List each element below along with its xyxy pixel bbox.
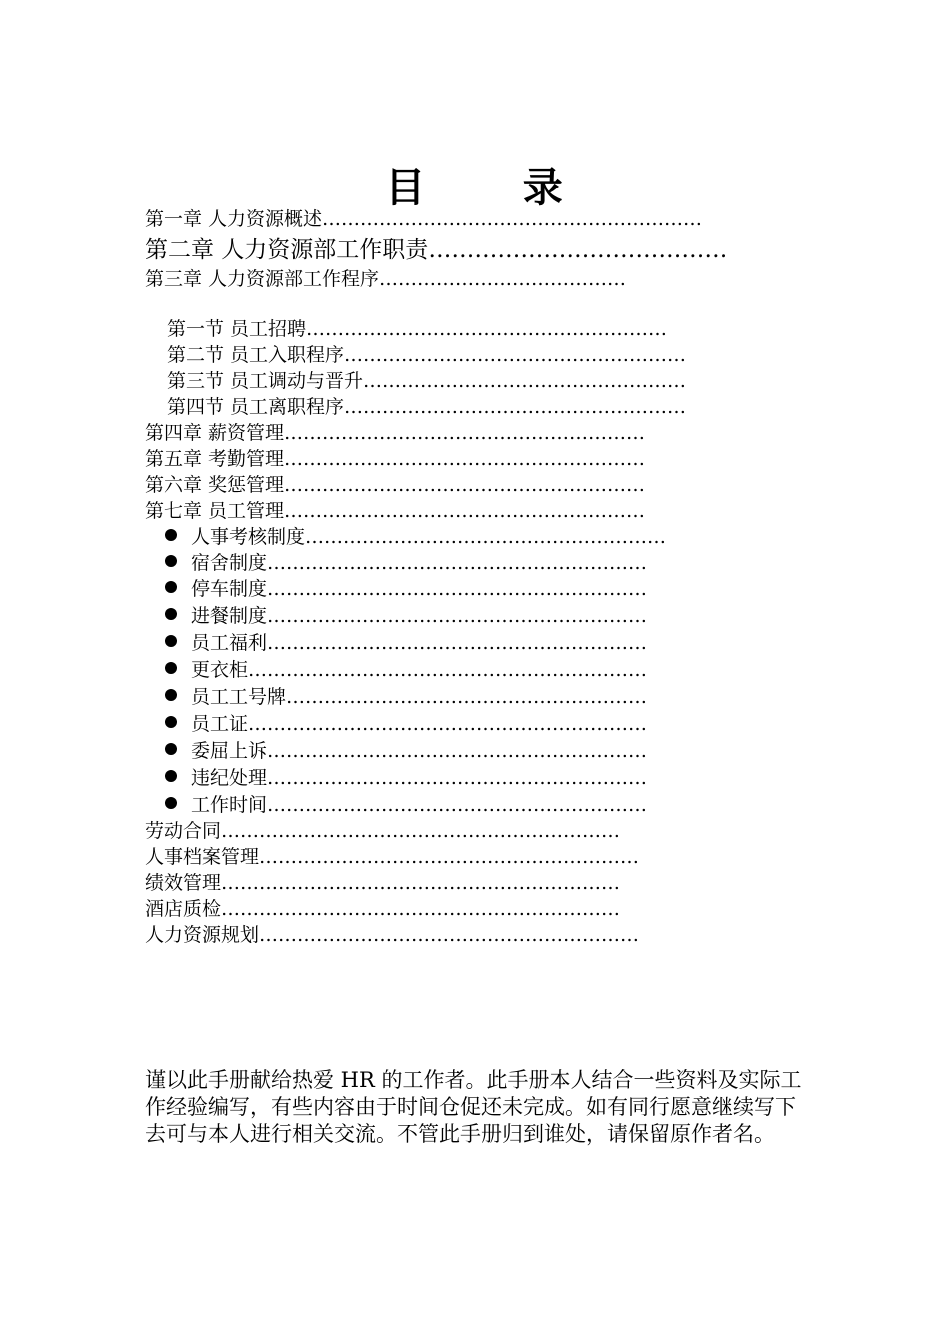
toc-entry-label: 违纪处理 <box>191 767 268 789</box>
toc-entry-label: 委屈上诉 <box>191 740 268 762</box>
toc-bullet-item <box>165 631 647 655</box>
toc-entry <box>145 923 639 947</box>
toc-entry-label: 员工证 <box>191 713 249 735</box>
dot-leader: …………………………………………………… <box>267 794 648 816</box>
dot-leader: ……………………………………………… <box>344 344 687 366</box>
dot-leader: ……………………………………………………… <box>248 713 648 735</box>
dot-leader: ………………………………………………… <box>286 686 648 708</box>
dot-leader: …………………………………………………… <box>267 767 648 789</box>
bullet-icon <box>165 529 177 541</box>
toc-entry-chapter-1 <box>145 207 702 231</box>
bullet-icon <box>165 689 177 701</box>
dot-leader: ……………………………………………… <box>344 396 687 418</box>
toc-entry <box>145 897 620 921</box>
toc-entry-label: 第六章 奖惩管理 <box>145 474 285 496</box>
toc-entry-section-2 <box>167 343 686 367</box>
dot-leader: …………………………………………………… <box>322 208 703 230</box>
toc-bullet-item <box>165 712 647 736</box>
dot-leader: …………………………………………………… <box>259 924 640 946</box>
dot-leader: …………………………………………………… <box>267 740 648 762</box>
dot-leader: ……………………………………………………… <box>221 872 621 894</box>
toc-entry-chapter-6 <box>145 473 645 497</box>
toc-bullet-item <box>165 685 647 709</box>
bullet-icon <box>165 662 177 674</box>
dot-leader: ……………………………………………………… <box>221 820 621 842</box>
toc-entry-label: 绩效管理 <box>145 872 222 894</box>
dot-leader: ……………………………………………………… <box>221 898 621 920</box>
toc-entry-label: 员工福利 <box>191 632 268 654</box>
dot-leader: …………………………………………… <box>363 370 687 392</box>
bullet-icon <box>165 608 177 620</box>
toc-bullet-item <box>165 577 647 601</box>
toc-entry-label: 更衣柜 <box>191 659 249 681</box>
toc-entry-label: 人事档案管理 <box>145 846 260 868</box>
toc-entry-label: 第三章 人力资源部工作程序 <box>145 268 380 290</box>
dot-leader: ………………………………………………… <box>284 474 646 496</box>
dot-leader: ………………………………………………… <box>284 422 646 444</box>
toc-bullet-item <box>165 658 647 682</box>
dot-leader: ………………………………………………… <box>284 448 646 470</box>
bullet-icon <box>165 770 177 782</box>
dot-leader: …………………………………………………… <box>267 578 648 600</box>
bullet-icon <box>165 797 177 809</box>
toc-entry-label: 劳动合同 <box>145 820 222 842</box>
bullet-icon <box>165 743 177 755</box>
toc-entry-label: 第一章 人力资源概述 <box>145 208 323 230</box>
toc-entry-label: 员工工号牌 <box>191 686 287 708</box>
dedication-paragraph: 谨以此手册献给热爱 HR 的工作者。此手册本人结合一些资料及实际工作经验编写，有些内容由于时间仓促还未完成。如有同行愿意继续写下去可与本人进行相关交流。不管此手册归到谁处，请保留原作者名。 <box>145 1068 802 1146</box>
dot-leader: …………………………………………………… <box>267 632 648 654</box>
toc-bullet-item <box>165 525 666 549</box>
dot-leader: …………………………………………………… <box>267 552 648 574</box>
toc-entry-chapter-2 <box>145 236 727 264</box>
toc-entry-label: 第四节 员工离职程序 <box>167 396 345 418</box>
dot-leader: ………………………………………………… <box>305 526 667 548</box>
bullet-icon <box>165 555 177 567</box>
page-title: 目 录 <box>385 164 565 211</box>
toc-entry-label: 人事考核制度 <box>191 526 306 548</box>
dot-leader: ………………………………… <box>428 237 728 263</box>
dot-leader: ………………………………… <box>379 268 627 290</box>
toc-entry-section-4 <box>167 395 686 419</box>
bullet-icon <box>165 716 177 728</box>
toc-bullet-item <box>165 793 647 817</box>
dot-leader: ………………………………………………… <box>284 500 646 522</box>
toc-entry-label: 工作时间 <box>191 794 268 816</box>
toc-bullet-item <box>165 739 647 763</box>
toc-entry-label: 第二章 人力资源部工作职责 <box>145 237 429 263</box>
toc-entry <box>145 871 620 895</box>
toc-bullet-item <box>165 766 647 790</box>
toc-entry-label: 第二节 员工入职程序 <box>167 344 345 366</box>
toc-entry-section-1 <box>167 317 667 341</box>
toc-entry-chapter-3 <box>145 267 626 291</box>
toc-entry-label: 进餐制度 <box>191 605 268 627</box>
dot-leader: …………………………………………………… <box>259 846 640 868</box>
toc-entry-label: 宿舍制度 <box>191 552 268 574</box>
bullet-icon <box>165 581 177 593</box>
toc-entry-label: 酒店质检 <box>145 898 222 920</box>
toc-entry-label: 第五章 考勤管理 <box>145 448 285 470</box>
toc-entry-label: 第一节 员工招聘 <box>167 318 307 340</box>
toc-entry <box>145 845 639 869</box>
toc-entry-chapter-5 <box>145 447 645 471</box>
toc-entry-label: 第三节 员工调动与晋升 <box>167 370 364 392</box>
toc-entry <box>145 819 620 843</box>
toc-entry-label: 人力资源规划 <box>145 924 260 946</box>
toc-entry-chapter-4 <box>145 421 645 445</box>
toc-bullet-item <box>165 551 647 575</box>
dot-leader: ………………………………………………… <box>306 318 668 340</box>
toc-entry-section-3 <box>167 369 686 393</box>
dot-leader: …………………………………………………… <box>267 605 648 627</box>
dot-leader: ……………………………………………………… <box>248 659 648 681</box>
bullet-icon <box>165 635 177 647</box>
toc-bullet-item <box>165 604 647 628</box>
toc-entry-label: 第七章 员工管理 <box>145 500 285 522</box>
toc-entry-label: 停车制度 <box>191 578 268 600</box>
toc-entry-label: 第四章 薪资管理 <box>145 422 285 444</box>
toc-entry-chapter-7 <box>145 499 645 523</box>
